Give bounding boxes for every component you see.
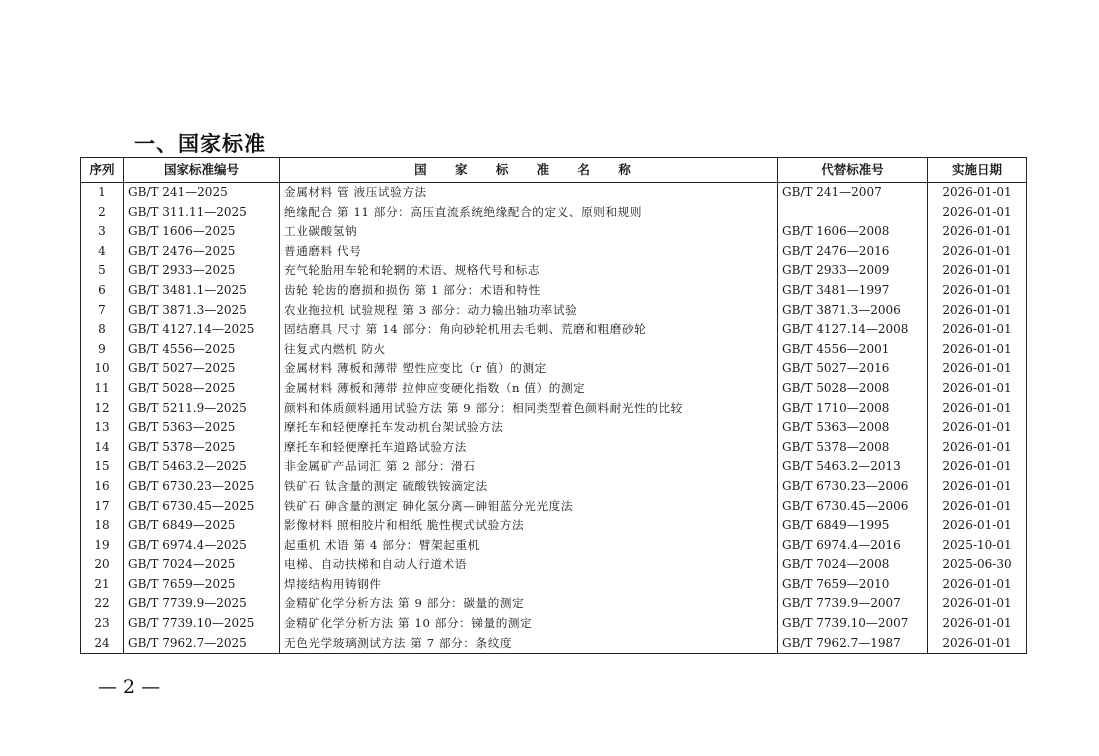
row-replaced-code: GB/T 4127.14—2008 — [778, 320, 928, 340]
row-standard-code: GB/T 241—2025 — [124, 183, 280, 203]
row-standard-code: GB/T 6730.23—2025 — [124, 477, 280, 497]
header-name: 国 家 标 准 名 称 — [280, 158, 778, 183]
row-replaced-code: GB/T 5363—2008 — [778, 418, 928, 438]
row-replaced-code: GB/T 5027—2016 — [778, 359, 928, 379]
row-replaced-code: GB/T 7739.10—2007 — [778, 614, 928, 634]
row-replaced-code: GB/T 2476—2016 — [778, 242, 928, 262]
row-standard-code: GB/T 6974.4—2025 — [124, 536, 280, 556]
row-standard-name: 铁矿石 钛含量的测定 硫酸铁铵滴定法 — [280, 477, 778, 497]
row-standard-code: GB/T 3481.1—2025 — [124, 281, 280, 301]
row-effective-date: 2026-01-01 — [928, 340, 1027, 360]
table-row — [81, 594, 1027, 614]
table-row — [81, 261, 1027, 281]
table-row — [81, 497, 1027, 517]
row-seq: 7 — [81, 301, 124, 321]
row-seq: 24 — [81, 634, 124, 654]
table-row — [81, 340, 1027, 360]
row-seq: 5 — [81, 261, 124, 281]
row-standard-code: GB/T 7739.9—2025 — [124, 594, 280, 614]
row-replaced-code: GB/T 241—2007 — [778, 183, 928, 203]
row-standard-name: 金属材料 管 液压试验方法 — [280, 183, 778, 203]
row-replaced-code: GB/T 5463.2—2013 — [778, 457, 928, 477]
row-standard-code: GB/T 5028—2025 — [124, 379, 280, 399]
row-effective-date: 2026-01-01 — [928, 399, 1027, 419]
row-standard-code: GB/T 6849—2025 — [124, 516, 280, 536]
row-seq: 17 — [81, 497, 124, 517]
row-replaced-code: GB/T 6849—1995 — [778, 516, 928, 536]
row-replaced-code: GB/T 5378—2008 — [778, 438, 928, 458]
row-standard-code: GB/T 7659—2025 — [124, 575, 280, 595]
row-replaced-code: GB/T 3481—1997 — [778, 281, 928, 301]
row-standard-code: GB/T 5027—2025 — [124, 359, 280, 379]
row-seq: 18 — [81, 516, 124, 536]
table-row — [81, 555, 1027, 575]
table-row — [81, 183, 1027, 203]
row-standard-code: GB/T 5463.2—2025 — [124, 457, 280, 477]
row-replaced-code: GB/T 1710—2008 — [778, 399, 928, 419]
row-effective-date: 2026-01-01 — [928, 516, 1027, 536]
row-replaced-code: GB/T 1606—2008 — [778, 222, 928, 242]
row-replaced-code: GB/T 6730.23—2006 — [778, 477, 928, 497]
table-row — [81, 418, 1027, 438]
row-replaced-code: GB/T 7024—2008 — [778, 555, 928, 575]
row-effective-date: 2026-01-01 — [928, 261, 1027, 281]
header-replaced: 代替标准号 — [778, 158, 928, 183]
row-standard-code: GB/T 2933—2025 — [124, 261, 280, 281]
row-standard-code: GB/T 6730.45—2025 — [124, 497, 280, 517]
row-standard-code: GB/T 3871.3—2025 — [124, 301, 280, 321]
row-standard-code: GB/T 1606—2025 — [124, 222, 280, 242]
row-effective-date: 2026-01-01 — [928, 379, 1027, 399]
row-effective-date: 2026-01-01 — [928, 457, 1027, 477]
row-replaced-code: GB/T 7739.9—2007 — [778, 594, 928, 614]
row-seq: 13 — [81, 418, 124, 438]
table-row — [81, 399, 1027, 419]
header-seq: 序列 — [81, 158, 124, 183]
row-seq: 20 — [81, 555, 124, 575]
row-standard-code: GB/T 7962.7—2025 — [124, 634, 280, 654]
row-effective-date: 2026-01-01 — [928, 614, 1027, 634]
row-standard-name: 金精矿化学分析方法 第 10 部分：锑量的测定 — [280, 614, 778, 634]
row-standard-name: 农业拖拉机 试验规程 第 3 部分：动力输出轴功率试验 — [280, 301, 778, 321]
row-effective-date: 2026-01-01 — [928, 594, 1027, 614]
row-effective-date: 2025-10-01 — [928, 536, 1027, 556]
row-standard-name: 金属材料 薄板和薄带 塑性应变比（r 值）的测定 — [280, 359, 778, 379]
row-standard-code: GB/T 7024—2025 — [124, 555, 280, 575]
header-code: 国家标准编号 — [124, 158, 280, 183]
row-standard-name: 金属材料 薄板和薄带 拉伸应变硬化指数（n 值）的测定 — [280, 379, 778, 399]
row-seq: 9 — [81, 340, 124, 360]
table-row — [81, 222, 1027, 242]
row-seq: 8 — [81, 320, 124, 340]
row-effective-date: 2026-01-01 — [928, 438, 1027, 458]
row-standard-code: GB/T 7739.10—2025 — [124, 614, 280, 634]
row-effective-date: 2026-01-01 — [928, 477, 1027, 497]
row-effective-date: 2026-01-01 — [928, 281, 1027, 301]
row-standard-name: 往复式内燃机 防火 — [280, 340, 778, 360]
row-replaced-code: GB/T 2933—2009 — [778, 261, 928, 281]
row-replaced-code: GB/T 7962.7—1987 — [778, 634, 928, 654]
row-seq: 4 — [81, 242, 124, 262]
table-row — [81, 516, 1027, 536]
row-seq: 16 — [81, 477, 124, 497]
row-standard-code: GB/T 5378—2025 — [124, 438, 280, 458]
row-standard-name: 固结磨具 尺寸 第 14 部分：角向砂轮机用去毛刺、荒磨和粗磨砂轮 — [280, 320, 778, 340]
row-standard-name: 齿轮 轮齿的磨损和损伤 第 1 部分：术语和特性 — [280, 281, 778, 301]
row-standard-name: 电梯、自动扶梯和自动人行道术语 — [280, 555, 778, 575]
page-number: — 2 — — [98, 676, 161, 698]
table-row — [81, 203, 1027, 223]
row-effective-date: 2026-01-01 — [928, 301, 1027, 321]
row-seq: 10 — [81, 359, 124, 379]
row-effective-date: 2026-01-01 — [928, 418, 1027, 438]
row-effective-date: 2026-01-01 — [928, 359, 1027, 379]
row-replaced-code: GB/T 5028—2008 — [778, 379, 928, 399]
table-row — [81, 242, 1027, 262]
row-seq: 11 — [81, 379, 124, 399]
row-standard-name: 影像材料 照相胶片和相纸 脆性楔式试验方法 — [280, 516, 778, 536]
row-standard-name: 工业碳酸氢钠 — [280, 222, 778, 242]
row-standard-name: 非金属矿产品词汇 第 2 部分：滑石 — [280, 457, 778, 477]
row-standard-name: 摩托车和轻便摩托车道路试验方法 — [280, 438, 778, 458]
table-row — [81, 536, 1027, 556]
row-standard-name: 无色光学玻璃测试方法 第 7 部分：条纹度 — [280, 634, 778, 654]
row-replaced-code: GB/T 7659—2010 — [778, 575, 928, 595]
row-seq: 12 — [81, 399, 124, 419]
row-standard-name: 颜料和体质颜料通用试验方法 第 9 部分：相同类型着色颜料耐光性的比较 — [280, 399, 778, 419]
table-row — [81, 477, 1027, 497]
row-seq: 19 — [81, 536, 124, 556]
row-standard-code: GB/T 4556—2025 — [124, 340, 280, 360]
table-header-row — [81, 158, 1027, 183]
row-standard-code: GB/T 4127.14—2025 — [124, 320, 280, 340]
row-standard-code: GB/T 5363—2025 — [124, 418, 280, 438]
table-row — [81, 438, 1027, 458]
row-standard-name: 绝缘配合 第 11 部分：高压直流系统绝缘配合的定义、原则和规则 — [280, 203, 778, 223]
row-effective-date: 2026-01-01 — [928, 320, 1027, 340]
row-effective-date: 2026-01-01 — [928, 575, 1027, 595]
row-standard-code: GB/T 5211.9—2025 — [124, 399, 280, 419]
row-effective-date: 2026-01-01 — [928, 203, 1027, 223]
row-seq: 23 — [81, 614, 124, 634]
row-standard-code: GB/T 2476—2025 — [124, 242, 280, 262]
row-standard-name: 起重机 术语 第 4 部分：臂架起重机 — [280, 536, 778, 556]
row-seq: 3 — [81, 222, 124, 242]
row-standard-name: 铁矿石 砷含量的测定 砷化氢分离—砷钼蓝分光光度法 — [280, 497, 778, 517]
table-row — [81, 320, 1027, 340]
row-seq: 14 — [81, 438, 124, 458]
table-row — [81, 359, 1027, 379]
row-seq: 15 — [81, 457, 124, 477]
table-row — [81, 634, 1027, 654]
row-replaced-code: GB/T 6974.4—2016 — [778, 536, 928, 556]
row-replaced-code: GB/T 4556—2001 — [778, 340, 928, 360]
row-effective-date: 2025-06-30 — [928, 555, 1027, 575]
table-row — [81, 281, 1027, 301]
row-effective-date: 2026-01-01 — [928, 634, 1027, 654]
row-effective-date: 2026-01-01 — [928, 183, 1027, 203]
row-standard-name: 摩托车和轻便摩托车发动机台架试验方法 — [280, 418, 778, 438]
row-seq: 21 — [81, 575, 124, 595]
row-seq: 22 — [81, 594, 124, 614]
row-seq: 1 — [81, 183, 124, 203]
row-effective-date: 2026-01-01 — [928, 242, 1027, 262]
table-row — [81, 457, 1027, 477]
table-row — [81, 575, 1027, 595]
section-title: 一、国家标准 — [134, 132, 266, 156]
row-effective-date: 2026-01-01 — [928, 222, 1027, 242]
row-standard-code: GB/T 311.11—2025 — [124, 203, 280, 223]
row-standard-name: 金精矿化学分析方法 第 9 部分：碳量的测定 — [280, 594, 778, 614]
row-replaced-code: GB/T 3871.3—2006 — [778, 301, 928, 321]
table-row — [81, 614, 1027, 634]
row-seq: 2 — [81, 203, 124, 223]
table-row — [81, 301, 1027, 321]
row-standard-name: 焊接结构用铸钢件 — [280, 575, 778, 595]
row-standard-name: 充气轮胎用车轮和轮辋的术语、规格代号和标志 — [280, 261, 778, 281]
table-row — [81, 379, 1027, 399]
row-replaced-code — [778, 203, 928, 223]
standards-table — [80, 157, 1027, 654]
row-standard-name: 普通磨料 代号 — [280, 242, 778, 262]
row-effective-date: 2026-01-01 — [928, 497, 1027, 517]
row-replaced-code: GB/T 6730.45—2006 — [778, 497, 928, 517]
row-seq: 6 — [81, 281, 124, 301]
header-date: 实施日期 — [928, 158, 1027, 183]
